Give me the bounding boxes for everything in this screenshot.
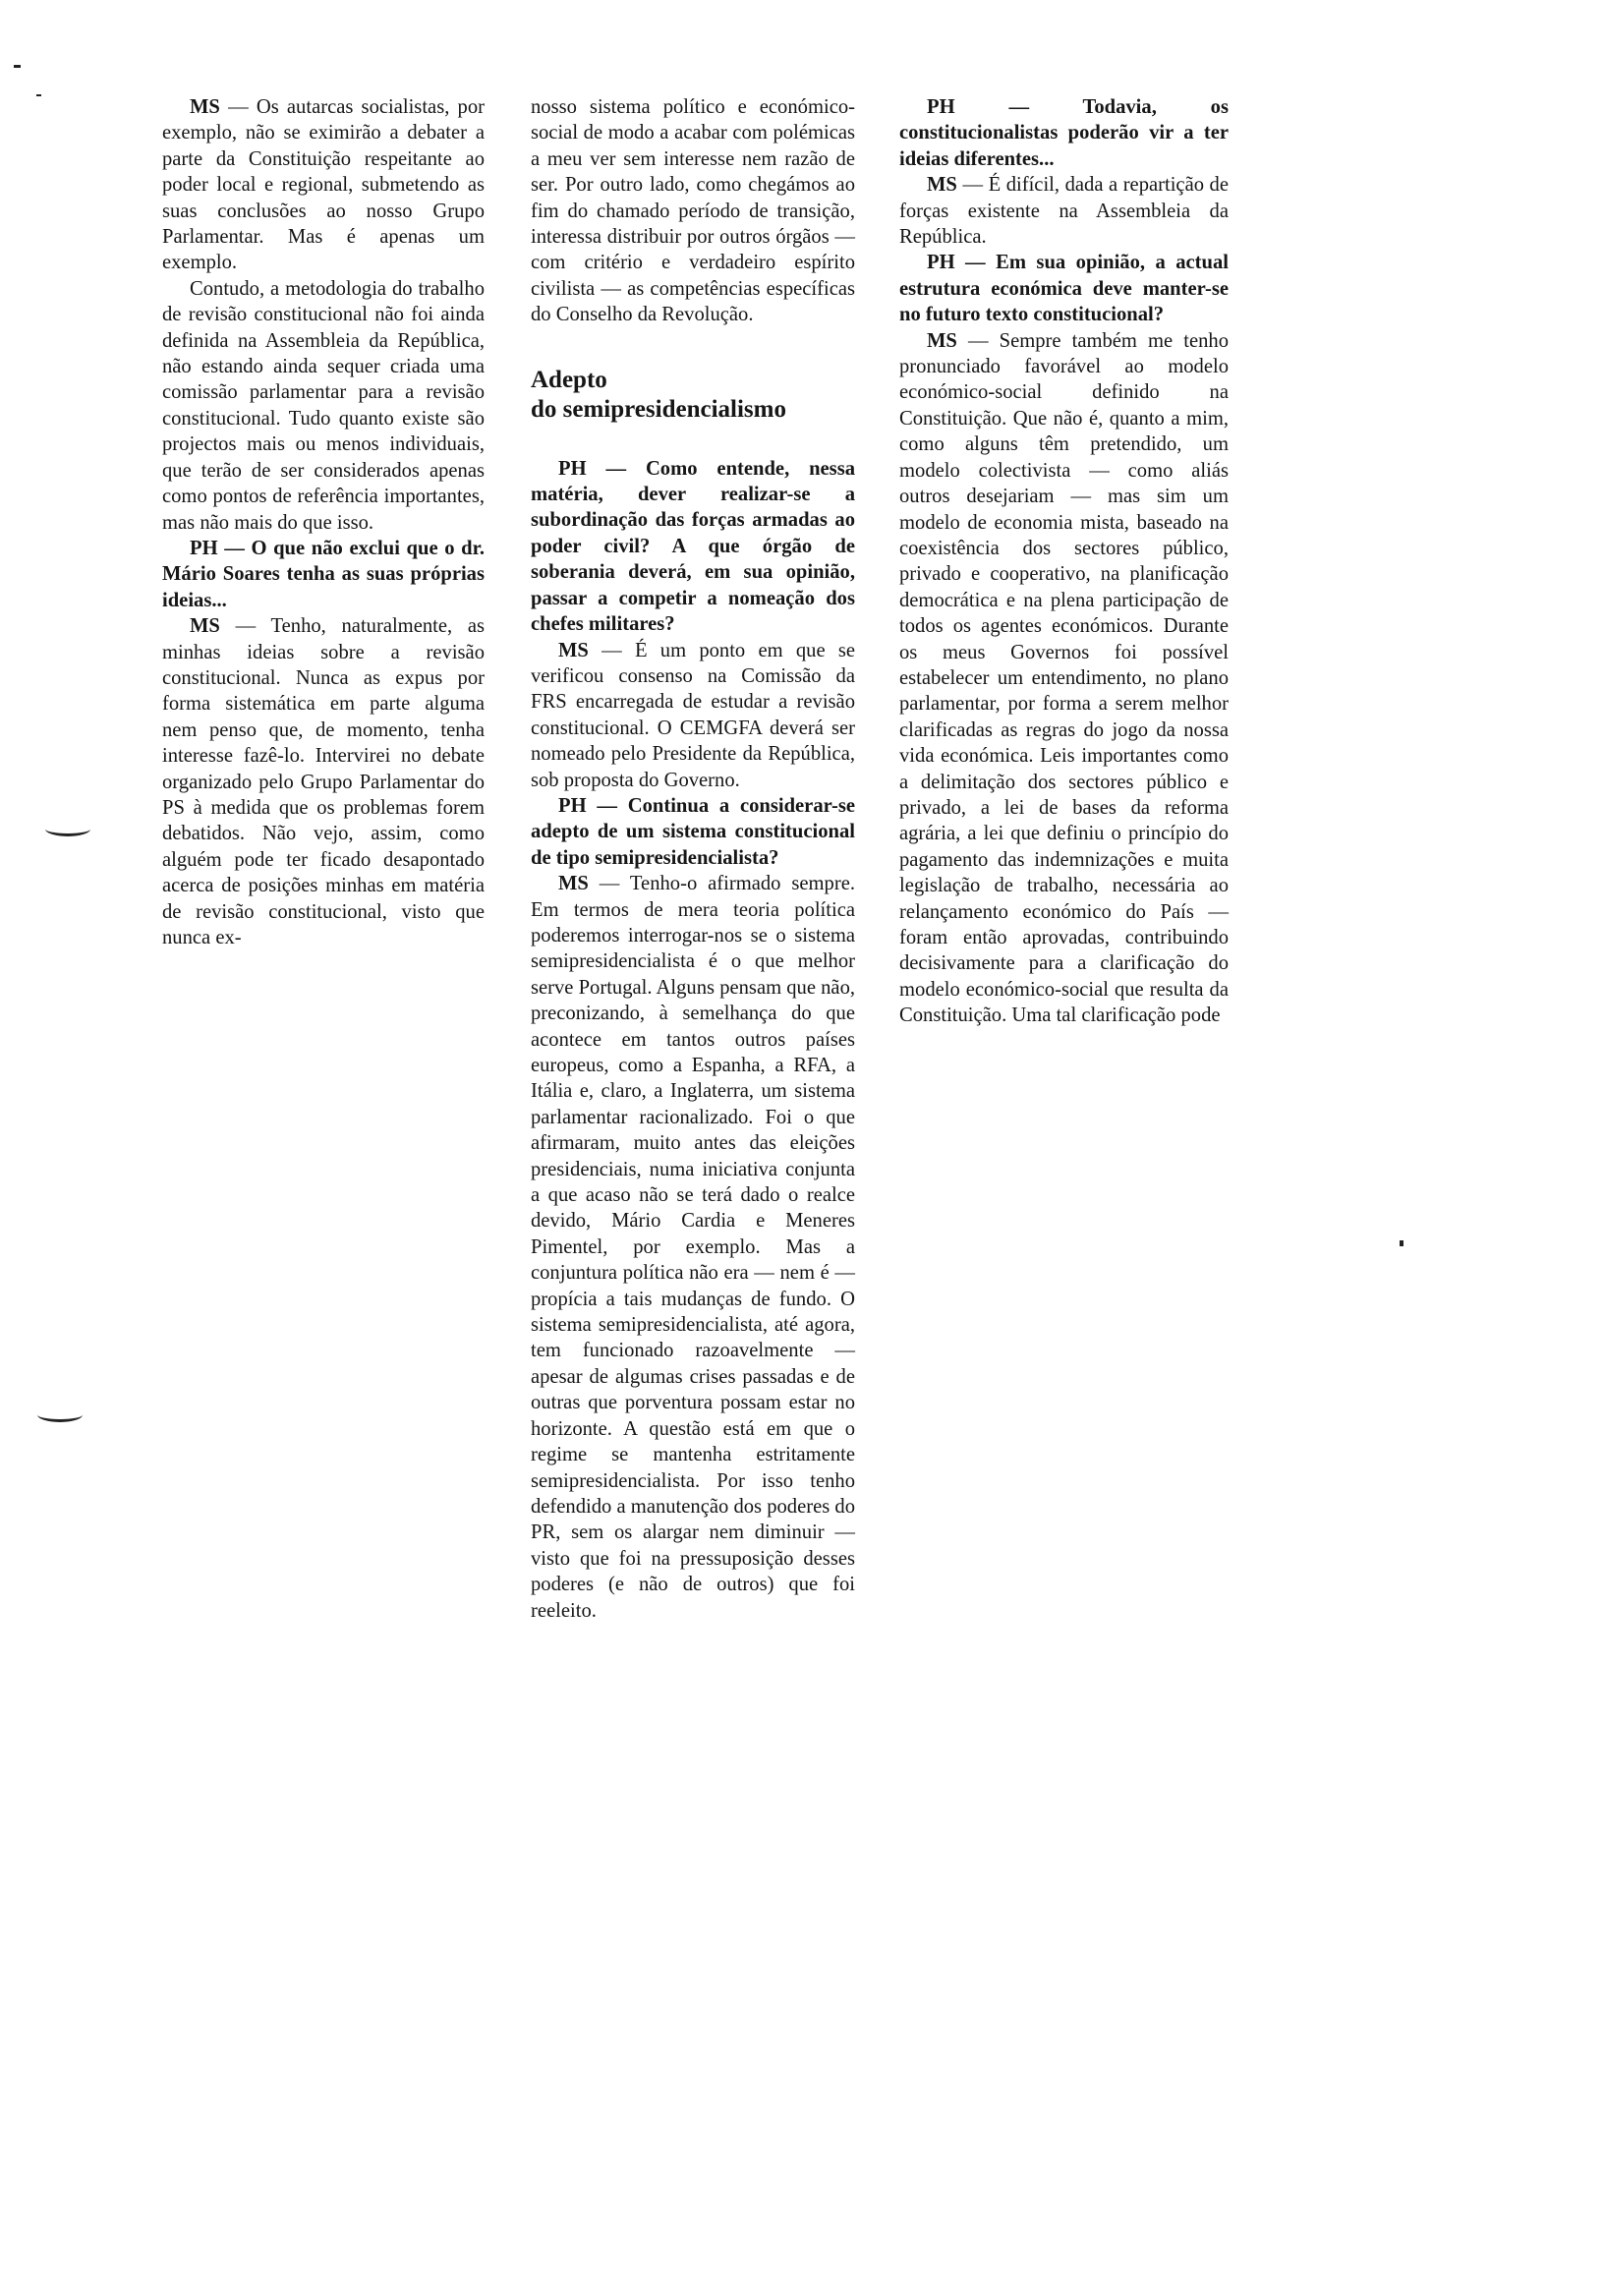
question-text: — Continua a considerar-se adepto de um sistema constitucional de tipo semipresidencialista? [531, 794, 855, 869]
column-3 [899, 94, 1229, 1029]
scan-mark [14, 65, 21, 68]
paragraph [162, 276, 485, 536]
paragraph [531, 871, 855, 1624]
question [531, 456, 855, 638]
paragraph-text: — É difícil, dada a repartição de forças existente na Assembleia da República. [899, 174, 1229, 249]
speaker-label: MS [927, 174, 957, 197]
speaker-label: PH [190, 537, 218, 559]
paragraph-text: — Tenho, naturalmente, as minhas ideias sobre a revisão constitucional. Nunca as expus por forma sistemática em parte alguma nem penso que, de momento, tenha interesse fazê-lo. Intervirei no debate organizado pelo Grupo Parlamentar do PS à medida que os problemas forem debatidos. Não vejo, assim, como alguém pode ter ficado desapontado acerca de posições minhas em matéria de revisão constitucional, visto que nunca ex- [162, 615, 485, 948]
question-text: — Todavia, os constitucionalistas poderão vir a ter ideias diferentes... [899, 96, 1229, 170]
question-text: — O que não exclui que o dr. Mário Soares tenha as suas próprias ideias... [162, 537, 485, 611]
scan-mark [1400, 1240, 1404, 1246]
binding-curve [37, 1407, 83, 1422]
paragraph [162, 613, 485, 950]
paragraph-text: nosso sistema político e económico-social de modo a acabar com polémicas a meu ver sem interesse nem razão de ser. Por outro lado, como chegámos ao fim do chamado período de transição, interessa distribuir por outros órgãos — com critério e verdadeiro espírito civilista — as competências específicas do Conselho da Revolução. [531, 96, 855, 326]
paragraph-text: — Tenho-o afirmado sempre. Em termos de mera teoria política poderemos interrogar-nos se o sistema semipresidencialista é o que melhor serve Portugal. Alguns pensam que não, preconizando, à semelhança do que acontece em tantos outros países europeus, como a Espanha, a RFA, a Itália e, claro, a Inglaterra, um sistema parlamentar racionalizado. Foi o que afirmaram, muito antes das eleições presidenciais, numa iniciativa conjunta a que acaso não se terá dado o realce devido, Mário Cardia e Meneres Pimentel, por exemplo. Mas a conjuntura política não era — nem é — propícia a tais mudanças de fundo. O sistema semipresidencialista, até agora, tem funcionado razoavelmente — apesar de algumas crises passadas e de outras que porventura possam estar no horizonte. A questão está em que o regime se mantenha estritamente semipresidencialista. Por isso tenho defendido a manutenção dos poderes do PR, sem os alargar nem diminuir — visto que foi na pressuposição desses poderes (e não de outros) que foi reeleito. [531, 873, 856, 1622]
paragraph-text: Contudo, a metodologia do trabalho de revisão constitucional não foi ainda definida na Assembleia da República, não estando ainda sequer criada uma comissão parlamentar para a revisão constitucional. Tudo quanto existe são projectos mais ou menos individuais, que terão de ser considerados apenas como pontos de referência importantes, mas não mais do que isso. [162, 277, 485, 534]
speaker-label: MS [190, 615, 220, 638]
question [531, 793, 855, 871]
paragraph-text: — É um ponto em que se verificou consenso na Comissão da FRS encarregada de estudar a revisão constitucional. O CEMGFA deverá ser nomeado pelo Presidente da República, sob proposta do Governo. [531, 639, 855, 791]
paragraph [531, 94, 855, 328]
paragraph-text: — Os autarcas socialistas, por exemplo, não se eximirão a debater a parte da Constituição respeitante ao poder local e regional, submetendo as suas conclusões ao nosso Grupo Parlamentar. Mas é apenas um exemplo. [162, 96, 485, 274]
question [899, 94, 1229, 172]
question [162, 536, 485, 613]
paragraph [162, 94, 485, 276]
scan-mark [36, 94, 41, 96]
question-text: — Em sua opinião, a actual estrutura económica deve manter-se no futuro texto constitucional? [899, 252, 1229, 326]
speaker-label: MS [190, 96, 220, 118]
section-heading [531, 366, 855, 425]
heading-line-1: Adepto [531, 366, 607, 393]
speaker-label: PH [558, 794, 587, 817]
speaker-label: PH [558, 457, 587, 480]
speaker-label: PH [927, 96, 955, 118]
paragraph-text: — Sempre também me tenho pronunciado favorável ao modelo económico-social definido na Constituição. Que não é, quanto a mim, como alguns têm pretendido, um modelo colectivista — como aliás outros desejariam — mas sim um modelo de economia mista, baseado na coexistência dos sectores público, privado e cooperativo, na planificação democrática e na plena participação de todos os agentes económicos. Durante os meus Governos foi possível estabelecer um entendimento, no plano parlamentar, por forma a serem melhor clarificadas as regras do jogo da nossa vida económica. Leis importantes como a delimitação dos sectores público e privado, a lei de bases da reforma agrária, a lei que definiu o princípio do pagamento das indemnizações e muita legislação de trabalho, necessária ao relançamento económico do País — foram então aprovadas, contribuindo decisivamente para a clarificação do modelo económico-social que resulta da Constituição. Uma tal clarificação pode [899, 329, 1229, 1027]
speaker-label: PH [927, 252, 955, 274]
speaker-label: MS [558, 873, 589, 895]
column-1 [162, 94, 485, 950]
question [899, 250, 1229, 327]
speaker-label: MS [558, 639, 589, 661]
speaker-label: MS [927, 329, 957, 352]
heading-line-2: do semipresidencialismo [531, 395, 786, 423]
paragraph [531, 638, 855, 793]
paragraph [899, 172, 1229, 250]
question-text: — Como entende, nessa matéria, dever realizar-se a subordinação das forças armadas ao poder civil? A que órgão de soberania deverá, em sua opinião, passar a competir a nomeação dos chefes militares? [531, 457, 855, 636]
paragraph [899, 328, 1229, 1029]
column-2 [531, 94, 855, 1624]
binding-curve [45, 822, 90, 836]
